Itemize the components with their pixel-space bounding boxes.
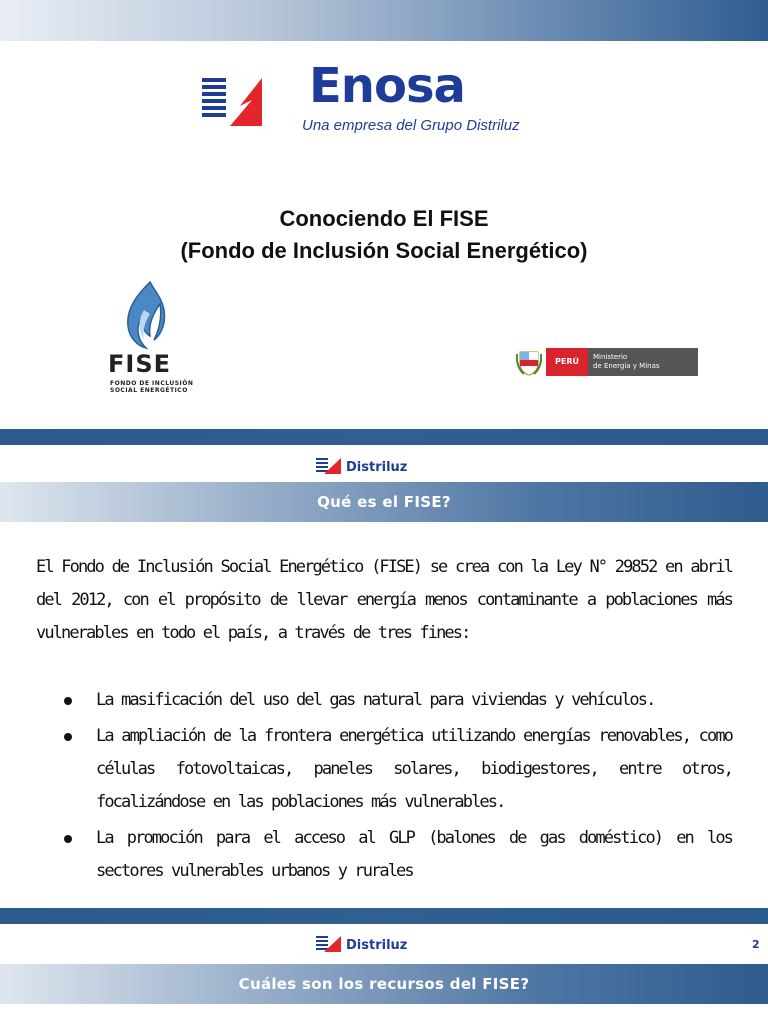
list-item: La promoción para el acceso al GLP (balones de gas doméstico) en los sectores vulnerables urbanos y rurales bbox=[60, 822, 732, 888]
slide2-title-bar: Qué es el FISE? bbox=[0, 482, 768, 522]
slide1-top-bar bbox=[0, 0, 768, 41]
fise-logo-name: FISE bbox=[108, 350, 172, 378]
slide2-bottom-bar bbox=[0, 908, 768, 924]
enosa-emblem-icon bbox=[200, 76, 264, 128]
ministry-name bbox=[588, 348, 698, 376]
distriluz-emblem-icon bbox=[316, 935, 342, 953]
ministry-logo bbox=[512, 338, 698, 378]
bullet-icon bbox=[64, 733, 72, 741]
ministry-line1: Ministerio bbox=[593, 353, 628, 361]
peru-coat-of-arms-icon bbox=[516, 348, 542, 376]
slide1-title-line1: Conociendo El FISE bbox=[279, 206, 489, 231]
list-item: La ampliación de la frontera energética utilizando energías renovables, como células fotovoltaicas, paneles solares, biodigestores, entre otros, focalizándose en las poblaciones más vulnerables. bbox=[60, 720, 732, 819]
slide3-page-number: 2 bbox=[752, 938, 760, 951]
slide1-bottom-bar bbox=[0, 429, 768, 445]
slide2-distriluz-logo bbox=[316, 457, 407, 475]
bullet-icon bbox=[64, 835, 72, 843]
bullet-icon bbox=[64, 697, 72, 705]
list-item: La masificación del uso del gas natural para viviendas y vehículos. bbox=[60, 684, 732, 717]
slide2-distriluz-label: Distriluz bbox=[346, 460, 408, 475]
fise-logo-sub2: SOCIAL ENERGÉTICO bbox=[110, 387, 188, 394]
slide3-title-bar: Cuáles son los recursos del FISE? bbox=[0, 964, 768, 1004]
enosa-brand-name: Enosa bbox=[309, 58, 465, 114]
slide2-bullet-list bbox=[60, 684, 732, 888]
fise-flame-icon bbox=[120, 280, 166, 350]
slide1-title-line2: (Fondo de Inclusión Social Energético) bbox=[180, 238, 588, 263]
peru-label: PERÚ bbox=[546, 348, 588, 376]
slide2-intro-paragraph: El Fondo de Inclusión Social Energético (FISE) se crea con la Ley N° 29852 en abril del 2012, con el propósito de llevar energía menos contaminante a poblaciones más vulnerables en todo el país, a través de tres fines: bbox=[36, 557, 732, 643]
ministry-line2: de Energía y Minas bbox=[593, 362, 660, 370]
distriluz-emblem-icon bbox=[316, 457, 342, 475]
slide3-distriluz-label: Distriluz bbox=[346, 938, 408, 953]
slide3-distriluz-logo bbox=[316, 935, 407, 953]
enosa-tagline: Una empresa del Grupo Distriluz bbox=[302, 117, 520, 134]
fise-logo-sub1: FONDO DE INCLUSIÓN bbox=[110, 380, 194, 387]
